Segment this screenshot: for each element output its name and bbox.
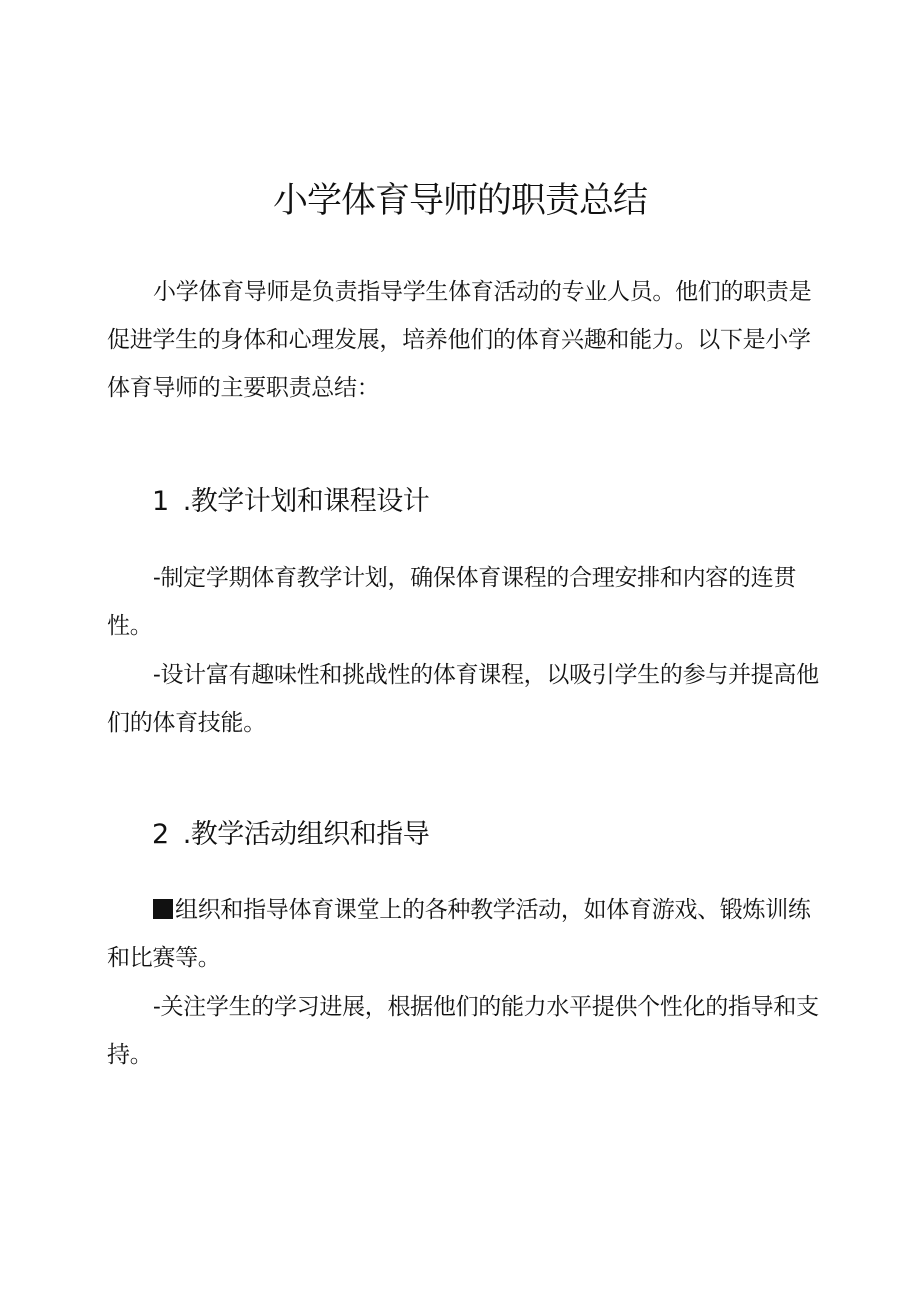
dash-marker: - [153, 565, 161, 591]
section-number: 2 [152, 819, 169, 850]
list-item-text: 设计富有趣味性和挑战性的体育课程，以吸引学生的参与并提高他们的体育技能。 [107, 662, 819, 736]
list-item [107, 886, 819, 982]
page-title: 小学体育导师的职责总结 [272, 181, 647, 221]
list-item [107, 554, 819, 650]
list-item-text: 制定学期体育教学计划，确保体育课程的合理安排和内容的连贯性。 [107, 565, 797, 639]
section-number: 1 [152, 486, 169, 517]
dash-marker: - [153, 994, 161, 1020]
section-title: .教学活动组织和指导 [182, 819, 430, 850]
list-item [107, 651, 819, 747]
section-title: .教学计划和课程设计 [182, 486, 430, 517]
square-bullet-icon [153, 899, 173, 919]
section-heading-2 [152, 815, 429, 855]
list-item-text: 组织和指导体育课堂上的各种教学活动，如体育游戏、锻炼训练和比赛等。 [107, 897, 811, 971]
dash-marker: - [153, 662, 161, 688]
list-item [107, 983, 819, 1079]
section-heading-1 [152, 482, 429, 522]
intro-paragraph: 小学体育导师是负责指导学生体育活动的专业人员。他们的职责是促进学生的身体和心理发展，培养他们的体育兴趣和能力。以下是小学体育导师的主要职责总结： [107, 279, 812, 401]
list-item-text: 关注学生的学习进展，根据他们的能力水平提供个性化的指导和支持。 [107, 994, 819, 1068]
